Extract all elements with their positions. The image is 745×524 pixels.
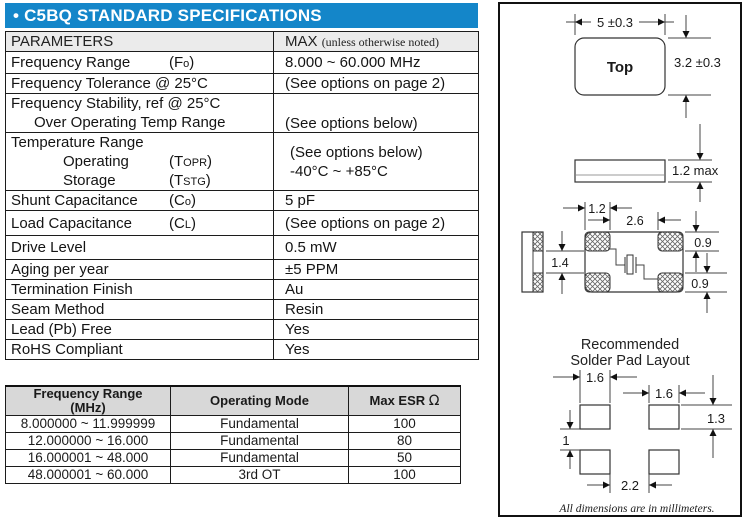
dim-thickness bbox=[668, 160, 719, 202]
omega-symbol: Ω bbox=[428, 393, 440, 409]
dim-solder-pad-height bbox=[681, 375, 732, 458]
param-label: RoHS Compliant bbox=[11, 341, 123, 358]
param-label: Shunt Capacitance bbox=[11, 192, 138, 209]
esr-range: 16.000001 ~ 48.000 bbox=[6, 450, 171, 467]
top-height-dim-label: 3.2 ±0.3 bbox=[674, 55, 721, 70]
dim-top-width bbox=[566, 14, 674, 35]
spec-row-termination bbox=[6, 280, 479, 300]
solder-pad-layout bbox=[553, 337, 732, 493]
spec-header-max: MAX bbox=[285, 33, 318, 50]
param-symbol-tstg: (TSTG) bbox=[169, 172, 211, 189]
spec-row-drive-level bbox=[6, 236, 479, 260]
esr-range: 48.000001 ~ 60.000 bbox=[6, 467, 171, 484]
param-symbol: (Co) bbox=[169, 192, 196, 209]
top-view bbox=[566, 14, 721, 118]
spec-row-frequency-tolerance bbox=[6, 74, 479, 94]
param-value: ±5 PPM bbox=[274, 260, 479, 280]
esr-row bbox=[6, 433, 461, 450]
param-symbol: (CL) bbox=[169, 214, 196, 232]
param-label: Frequency Tolerance @ 25°C bbox=[11, 75, 208, 92]
param-symbol-topr: (TOPR) bbox=[169, 153, 213, 170]
spec-row-lead-free bbox=[6, 320, 479, 340]
dim-solder-pad-gap bbox=[560, 410, 580, 469]
param-value: 0.5 mW bbox=[274, 236, 479, 260]
solder-pad-width-right-label: 1.6 bbox=[654, 386, 674, 401]
esr-table bbox=[5, 385, 461, 484]
spec-row-temperature-range bbox=[6, 133, 479, 191]
esr-mode: Fundamental bbox=[171, 433, 349, 450]
esr-row bbox=[6, 450, 461, 467]
pad-width-dim-label: 1.2 bbox=[588, 202, 606, 216]
esr-header-row bbox=[6, 386, 461, 416]
dim-top-height bbox=[668, 15, 721, 118]
solder-pad-pitch-label: 2.2 bbox=[620, 478, 640, 493]
param-value: (See options on page 2) bbox=[274, 211, 479, 236]
param-label: Temperature Range bbox=[11, 134, 144, 151]
param-label: Aging per year bbox=[11, 261, 109, 278]
param-symbol: (Fo) bbox=[169, 54, 195, 71]
spec-row-rohs bbox=[6, 340, 479, 360]
param-value: (See options on page 2) bbox=[274, 74, 479, 94]
end-view-pad-bottom bbox=[533, 273, 543, 292]
param-value: (See options below) bbox=[274, 94, 479, 133]
spec-header-max-note: (unless otherwise noted) bbox=[321, 35, 439, 49]
spec-row-shunt-capacitance bbox=[6, 191, 479, 211]
param-label-line2: Over Operating Temp Range bbox=[34, 114, 226, 131]
spec-header-parameters: PARAMETERS bbox=[11, 33, 114, 50]
thickness-dim-label: 1.2 max bbox=[672, 163, 719, 178]
solder-pad-bottom-left bbox=[580, 450, 610, 474]
param-value: Au bbox=[274, 280, 479, 300]
spec-row-aging bbox=[6, 260, 479, 280]
param-label: Load Capacitance bbox=[11, 214, 132, 232]
end-view-pad-top bbox=[533, 232, 543, 251]
center-gap-dim-label: 1.4 bbox=[551, 256, 569, 270]
dim-solder-pad-pitch bbox=[587, 474, 672, 493]
dim-solder-pad-width-left bbox=[553, 370, 637, 403]
param-value: Resin bbox=[274, 300, 479, 320]
top-view-label: Top bbox=[606, 59, 634, 76]
solder-pad-top-right bbox=[649, 405, 679, 429]
param-label: Termination Finish bbox=[11, 281, 133, 298]
mechanical-drawing bbox=[500, 4, 740, 515]
pad-height-top-dim-label: 0.9 bbox=[694, 236, 712, 250]
esr-value: 80 bbox=[349, 433, 461, 450]
side-view bbox=[575, 124, 719, 202]
param-value-operating: (See options below) bbox=[290, 143, 423, 161]
esr-row bbox=[6, 467, 461, 484]
solder-pad-gap-label: 1 bbox=[562, 433, 570, 448]
param-value: 8.000 ~ 60.000 MHz bbox=[274, 52, 479, 74]
dimensions-note: All dimensions are in millimeters. bbox=[559, 503, 715, 515]
top-width-dim-label: 5 ±0.3 bbox=[596, 15, 634, 30]
pad-bottom-left bbox=[585, 273, 610, 292]
param-label: Frequency Range bbox=[11, 54, 131, 71]
solder-pad-width-left-label: 1.6 bbox=[585, 370, 605, 385]
spec-row-frequency-stability bbox=[6, 94, 479, 133]
dim-center-gap bbox=[546, 231, 584, 294]
esr-header-operating-mode: Operating Mode bbox=[171, 386, 349, 416]
esr-value: 100 bbox=[349, 467, 461, 484]
spec-row-load-capacitance bbox=[6, 211, 479, 236]
dim-solder-pad-width-right bbox=[623, 385, 705, 403]
param-value: Yes bbox=[274, 340, 479, 360]
bottom-view bbox=[522, 202, 727, 313]
spec-row-frequency-range bbox=[6, 52, 479, 74]
solder-pad-title-line2: Solder Pad Layout bbox=[570, 353, 690, 369]
esr-value: 100 bbox=[349, 416, 461, 433]
param-sublabel-operating: Operating bbox=[63, 153, 129, 170]
esr-header-max-esr: Max ESR Ω bbox=[349, 386, 461, 416]
side-view-outline bbox=[575, 160, 665, 182]
pad-height-bottom-dim-label: 0.9 bbox=[691, 277, 709, 291]
page-title: • C5BQ STANDARD SPECIFICATIONS bbox=[5, 3, 478, 28]
param-value: 5 pF bbox=[274, 191, 479, 211]
spec-table bbox=[5, 31, 479, 360]
spec-row-seam bbox=[6, 300, 479, 320]
solder-pad-bottom-right bbox=[649, 450, 679, 474]
param-label: Seam Method bbox=[11, 301, 105, 318]
pad-top-left bbox=[585, 232, 610, 251]
param-sublabel-storage: Storage bbox=[63, 172, 116, 189]
dim-pad-width bbox=[563, 202, 632, 230]
param-value: Yes bbox=[274, 320, 479, 340]
esr-range: 8.000000 ~ 11.999999 bbox=[6, 416, 171, 433]
param-value-storage: -40°C ~ +85°C bbox=[290, 162, 388, 180]
solder-pad-title-line1: Recommended bbox=[580, 337, 680, 353]
solder-pad-top-left bbox=[580, 405, 610, 429]
spec-header-row bbox=[6, 32, 479, 52]
esr-mode: 3rd OT bbox=[171, 467, 349, 484]
param-label: Drive Level bbox=[11, 239, 87, 256]
esr-range: 12.000000 ~ 16.000 bbox=[6, 433, 171, 450]
esr-header-frequency-range: Frequency Range (MHz) bbox=[6, 386, 171, 416]
param-label: Frequency Stability, ref @ 25°C bbox=[11, 95, 221, 112]
esr-mode: Fundamental bbox=[171, 416, 349, 433]
dim-pad-height-top bbox=[685, 211, 719, 272]
esr-value: 50 bbox=[349, 450, 461, 467]
pad-span-dim-label: 2.6 bbox=[626, 214, 644, 228]
param-label: Lead (Pb) Free bbox=[11, 321, 112, 338]
esr-row bbox=[6, 416, 461, 433]
mechanical-drawing-panel bbox=[498, 2, 742, 517]
pad-top-right bbox=[658, 232, 683, 251]
dim-pad-height-bottom bbox=[685, 253, 727, 313]
pad-bottom-right bbox=[658, 273, 683, 292]
solder-pad-height-label: 1.3 bbox=[706, 411, 726, 426]
esr-mode: Fundamental bbox=[171, 450, 349, 467]
